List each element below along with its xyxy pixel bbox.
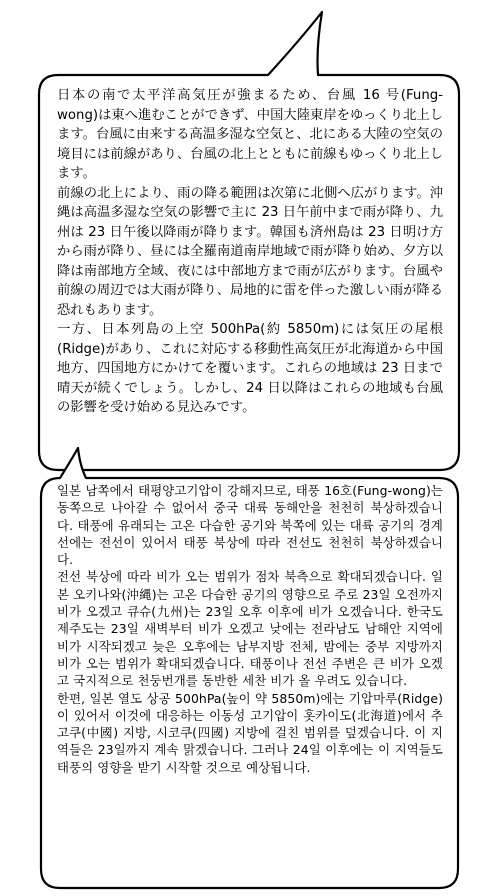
japanese-paragraph: 一方、日本列島の上空 500hPa(約 5850m)には気圧の尾根(Ridge)があり、これに対応する移動性高気圧が北海道から中国地方、四国地方にかけてを覆います。これらの地域は 23 日まで晴天が続くでしょう。しかし、24 日以降はこれらの地域も台風の影響を受け始める見込みです。 <box>57 322 443 415</box>
korean-paragraph: 전선 북상에 따라 비가 오는 범위가 점차 북측으로 확대되겠습니다. 일본 오키나와(沖縄)는 고온 다습한 공기의 영향으로 주로 23일 오전까지 비가 오겠고 큐슈(九州)는 23일 오후 이후에 비가 오겠습니다. 한국도 제주도는 23일 새벽부터 비가 오겠고 낮에는 전라남도 남해안 지역에 비가 시작되겠고 늦은 오후에는 남부지방 전체, 밤에는 중부 지방까지 비가 오는 범위가 확대되겠습니다. 태풍이나 전선 주변은 큰 비가 오겠고 국지적으로 천둥번개를 동반한 세찬 비가 올 우려도 있습니다. <box>57 569 443 689</box>
korean-text-block <box>57 482 443 776</box>
japanese-paragraph: 日本の南で太平洋高気圧が強まるため、台風 16 号(Fung-wong)は東へ進むことができず、中国大陸東岸をゆっくり北上します。台風に由来する高温多湿な空気と、北にある大陸の空気の境目には前線があり、台風の北上とともに前線もゆっくり北上します。 <box>57 88 443 181</box>
korean-paragraph: 한편, 일본 열도 상공 500hPa(높이 약 5850m)에는 기압마루(Ridge)이 있어서 이것에 대응하는 이동성 고기압이 홋카이도(北海道)에서 추고쿠(中國) 지방, 시코쿠(四國) 지방에 걸친 범위를 덮겠습니다. 이 지역들은 23일까지 계속 맑겠습니다. 그러나 24일 이후에는 이 지역들도 태풍의 영향을 받기 시작할 것으로 예상됩니다. <box>57 690 443 775</box>
japanese-paragraph: 前線の北上により、雨の降る範囲は次第に北側へ広がります。沖縄は高温多湿な空気の影響で主に 23 日午前中まで雨が降り、九州は 23 日午後以降雨が降ります。韓国も済州島は 23 日明け方から雨が降り、昼には全羅南道南岸地域で雨が降り始め、夕方以降は南部地方全域、夜には中部地方まで雨が広がります。台風や前線の周辺では大雨が降り、局地的に雷を伴った激しい雨が降る恐れもあります。 <box>57 185 443 318</box>
korean-paragraph: 일본 남쪽에서 태평양고기압이 강해지므로, 태풍 16호(Fung-wong)는 동쪽으로 나아갈 수 없어서 중국 대륙 동해안을 천천히 북상하겠습니다. 태풍에 유래되는 고온 다습한 공기와 북쪽에 있는 대륙 공기의 경계선에는 전선이 있어서 태풍 북상에 따라 전선도 천천히 북상하겠습니다. <box>57 483 443 568</box>
japanese-text-block <box>57 86 443 418</box>
